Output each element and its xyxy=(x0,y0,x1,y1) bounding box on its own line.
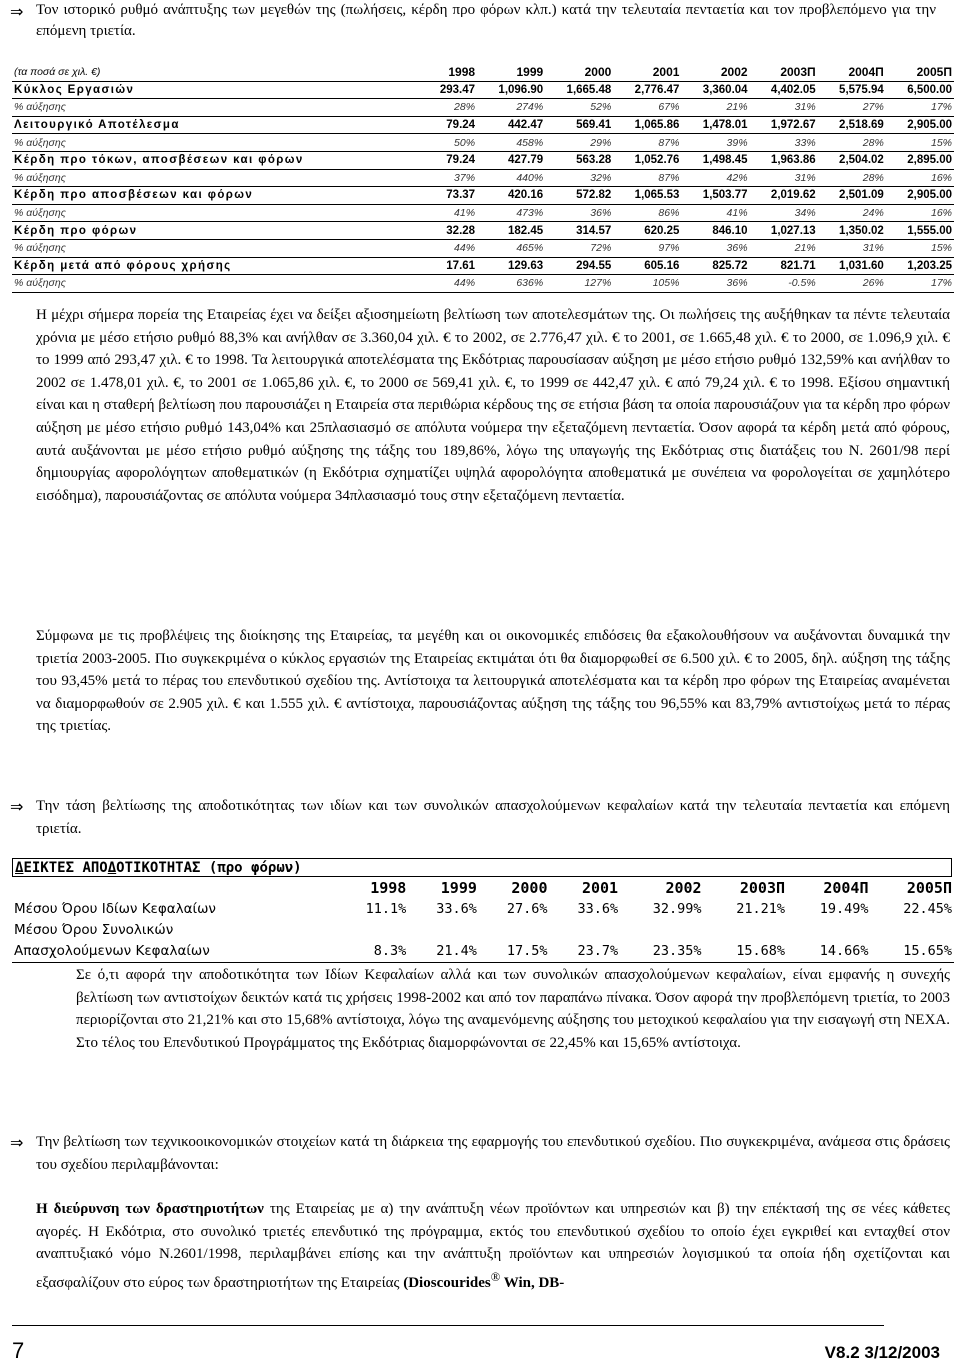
year-header: 2005Π xyxy=(886,64,954,81)
cell-value: 36% xyxy=(681,275,749,293)
cell-value: 37% xyxy=(422,169,477,187)
year-header: 2000 xyxy=(545,64,613,81)
cell-value: 129.63 xyxy=(477,257,545,275)
ratio-table-title xyxy=(12,858,952,877)
cell-value: 427.79 xyxy=(477,151,545,169)
cell-value: 846.10 xyxy=(681,222,749,240)
table-row xyxy=(12,81,954,99)
cell-value: 15.65% xyxy=(871,941,955,963)
cell-value: 1,963.86 xyxy=(750,151,818,169)
cell-value: 19.49% xyxy=(819,901,869,917)
empty-cell xyxy=(704,920,787,941)
year-header: 2003Π xyxy=(750,64,818,81)
cell-value: 314.57 xyxy=(545,222,613,240)
cell-value: 458% xyxy=(477,134,545,152)
table-row xyxy=(12,275,954,293)
page-number: 7 xyxy=(12,1338,25,1363)
cell-value: 2,019.62 xyxy=(750,187,818,205)
cell-value: 36% xyxy=(681,239,749,257)
cell-value: 1,503.77 xyxy=(681,187,749,205)
empty-cell xyxy=(12,878,338,899)
table-row xyxy=(12,169,954,187)
cell-value: 15% xyxy=(886,134,954,152)
year-header: 1999 xyxy=(477,64,545,81)
cell-value: 1,972.67 xyxy=(750,116,818,134)
cell-value: 87% xyxy=(613,169,681,187)
cell-value: -0.5% xyxy=(750,275,818,293)
cell-value: 31% xyxy=(750,169,818,187)
title-part: ΕΙΚΤΕΣ ΑΠΟ xyxy=(23,860,108,876)
cell-value: 31% xyxy=(818,239,886,257)
year-header: 2004Π xyxy=(823,879,869,897)
arrow-bullet-icon: ⇒ xyxy=(10,2,24,21)
bullet-profitability-text: Την τάση βελτίωσης της αποδοτικότητας των ιδίων και των συνολικών απασχολούμενων κεφαλαίων κατά την τελευταία πενταετία και επόμενη τριετία. xyxy=(36,798,950,837)
cell-value: 36% xyxy=(545,204,613,222)
cell-value: 1,027.13 xyxy=(750,222,818,240)
row-label: % αύξησης xyxy=(12,134,422,152)
cell-value: 79.24 xyxy=(422,116,477,134)
table-row xyxy=(12,134,954,152)
cell-value: 41% xyxy=(422,204,477,222)
title-part: Δ xyxy=(15,860,24,876)
table-row xyxy=(12,222,954,240)
arrow-bullet-icon: ⇒ xyxy=(10,797,24,816)
title-part: Δ xyxy=(107,860,117,876)
cell-value: 32.99% xyxy=(652,901,702,917)
paragraph-ratios: Σε ό,τι αφορά την αποδοτικότητα των Ιδίων Κεφαλαίων αλλά και των συνολικών απασχολούμενων κεφαλαίων, είναι εμφανής η συνεχής βελτίωση των αντιστοίχων δεικτών κατά τις χρήσεις 1998-2002 και από τον παραπάνω πίνακα. Όσον αφορά την προβλεπόμενη τριετία, το 2003 περιορίζονται στο 21,21% και στο 15,68% αντίστοιχα, λόγω της αναμενόμενης αύξησης του μετοχικού κεφαλαίου για την εισαγωγή στη ΝΕΧΑ. Στο τέλος του Επενδυτικού Προγράμματος της Εκδότριας διαμορφώνονται σε 22,45% και 15,65% αντίστοιχα. xyxy=(76,967,950,1051)
cell-value: 2,905.00 xyxy=(886,116,954,134)
row-label: Κέρδη προ τόκων, αποσβέσεων και φόρων xyxy=(12,151,422,169)
cell-value: 86% xyxy=(613,204,681,222)
cell-value: 293.47 xyxy=(422,81,477,99)
cell-value: 16% xyxy=(886,169,954,187)
cell-value: 44% xyxy=(422,239,477,257)
registered-mark: ® xyxy=(490,1269,501,1284)
row-label: Κέρδη προ φόρων xyxy=(12,222,422,240)
cell-value: 2,776.47 xyxy=(613,81,681,99)
unit-label: (τα ποσά σε χιλ. €) xyxy=(12,64,422,81)
row-label: % αύξησης xyxy=(12,239,422,257)
year-header: 1999 xyxy=(440,879,477,897)
cell-value: 15% xyxy=(886,239,954,257)
row-label: Μέσου Όρου Ιδίων Κεφαλαίων xyxy=(14,901,216,917)
cell-value: 21.4% xyxy=(408,941,479,963)
cell-value: 1,665.48 xyxy=(545,81,613,99)
table-row xyxy=(12,920,954,941)
cell-value: 29% xyxy=(545,134,613,152)
cell-value: 3,360.04 xyxy=(681,81,749,99)
cell-value: 1,498.45 xyxy=(681,151,749,169)
cell-value: 27.6% xyxy=(506,901,548,917)
year-header: 2005Π xyxy=(906,879,952,897)
year-header: 2000 xyxy=(511,879,548,897)
row-label: Απασχολούμενων Κεφαλαίων xyxy=(12,941,338,963)
cell-value: 1,096.90 xyxy=(477,81,545,99)
cell-value: 21% xyxy=(750,239,818,257)
cell-value: 2,905.00 xyxy=(886,187,954,205)
cell-value: 22.45% xyxy=(903,901,952,917)
cell-value: 17% xyxy=(886,275,954,293)
cell-value: 67% xyxy=(613,99,681,117)
row-label: % αύξησης xyxy=(12,99,422,117)
empty-cell xyxy=(479,920,550,941)
cell-value: 16% xyxy=(886,204,954,222)
row-label: Κέρδη μετά από φόρους χρήσης xyxy=(12,257,422,275)
footer-divider xyxy=(12,1325,884,1326)
cell-value: 23.35% xyxy=(620,941,703,963)
cell-value: 420.16 xyxy=(477,187,545,205)
cell-value: 79.24 xyxy=(422,151,477,169)
cell-value: 465% xyxy=(477,239,545,257)
cell-value: 73.37 xyxy=(422,187,477,205)
cell-value: 32% xyxy=(545,169,613,187)
bold-phrase: Win, DB- xyxy=(500,1274,565,1291)
year-header: 2003Π xyxy=(739,879,786,897)
year-header: 2002 xyxy=(665,879,702,897)
cell-value: 1,478.01 xyxy=(681,116,749,134)
cell-value: 6,500.00 xyxy=(886,81,954,99)
row-label: % αύξησης xyxy=(12,169,422,187)
cell-value: 2,501.09 xyxy=(818,187,886,205)
empty-cell xyxy=(787,920,870,941)
cell-value: 572.82 xyxy=(545,187,613,205)
title-part: ΟΤΙΚΟΤΗΤΑΣ (προ φόρων) xyxy=(116,860,302,876)
year-header: 2001 xyxy=(581,879,619,897)
cell-value: 1,203.25 xyxy=(886,257,954,275)
cell-value: 21% xyxy=(681,99,749,117)
bullet-techno-text: Την βελτίωση των τεχνικοοικονομικών στοιχείων κατά τη διάρκεια της εφαρμογής του επενδυτικού σχεδίου. Πιο συγκεκριμένα, ανάμεσα στις δράσεις του σχεδίου περιλαμβάνονται: xyxy=(36,1134,950,1173)
table-row xyxy=(12,116,954,134)
table-row xyxy=(12,239,954,257)
table-row xyxy=(12,187,954,205)
cell-value: 33% xyxy=(750,134,818,152)
cell-value: 8.3% xyxy=(338,941,409,963)
cell-value: 44% xyxy=(422,275,477,293)
cell-value: 1,052.76 xyxy=(613,151,681,169)
cell-value: 11.1% xyxy=(365,901,407,917)
row-label: Μέσου Όρου Συνολικών xyxy=(14,922,174,938)
cell-value: 294.55 xyxy=(545,257,613,275)
cell-value: 72% xyxy=(545,239,613,257)
cell-value: 17% xyxy=(886,99,954,117)
cell-value: 97% xyxy=(613,239,681,257)
cell-value: 605.16 xyxy=(613,257,681,275)
cell-value: 23.7% xyxy=(550,941,621,963)
table-row xyxy=(12,941,954,963)
version-label: V8.2 3/12/2003 xyxy=(824,1343,940,1362)
cell-value: 821.71 xyxy=(750,257,818,275)
cell-value: 2,895.00 xyxy=(886,151,954,169)
cell-value: 636% xyxy=(477,275,545,293)
arrow-bullet-icon: ⇒ xyxy=(10,1133,24,1152)
cell-value: 87% xyxy=(613,134,681,152)
year-header: 2002 xyxy=(681,64,749,81)
text-run: της Εταιρείας με α) την ανάπτυξη νέων προϊόντων και υπηρεσιών και β) την επέκτασή της σε νέες κάθετες αγορές. Η Εκδότρια, στο συνολικό τριετές επενδυτικό της πρόγραμμα, εκτός του επενδυτικού σχεδίου το οποίο έχει εγκριθεί και ενταχθεί στον αναπτυξιακό νόμο Ν.2601/1998, περιλαμβάνει επίσης και την ανάπτυξη προϊόντων και υπηρεσιών λογισμικού τα οποία ήδη σχετίζονται και εξασφαλίζουν στο εύρος των δραστηριοτήτων της Εταιρείας xyxy=(36,1201,950,1291)
year-header: 1998 xyxy=(422,64,477,81)
cell-value: 442.47 xyxy=(477,116,545,134)
cell-value: 41% xyxy=(681,204,749,222)
ratio-table xyxy=(12,878,954,963)
cell-value: 21.21% xyxy=(736,901,786,917)
cell-value: 14.66% xyxy=(787,941,870,963)
cell-value: 1,555.00 xyxy=(886,222,954,240)
empty-cell xyxy=(620,920,703,941)
empty-cell xyxy=(408,920,479,941)
row-label: Κύκλος Εργασιών xyxy=(12,81,422,99)
year-header: 1998 xyxy=(370,879,407,897)
cell-value: 33.6% xyxy=(436,901,477,917)
cell-value: 2,518.69 xyxy=(818,116,886,134)
cell-value: 440% xyxy=(477,169,545,187)
cell-value: 620.25 xyxy=(613,222,681,240)
row-label: Λειτουργικό Αποτέλεσμα xyxy=(12,116,422,134)
cell-value: 1,031.60 xyxy=(818,257,886,275)
empty-cell xyxy=(338,920,409,941)
cell-value: 825.72 xyxy=(681,257,749,275)
row-label: % αύξησης xyxy=(12,204,422,222)
cell-value: 15.68% xyxy=(704,941,787,963)
cell-value: 5,575.94 xyxy=(818,81,886,99)
cell-value: 274% xyxy=(477,99,545,117)
paragraph-forecast: Σύμφωνα με τις προβλέψεις της διοίκησης της Εταιρείας, τα μεγέθη και οι οικονομικές επιδόσεις θα εξακολουθήσουν να αυξάνονται δυναμικά την τριετία 2003-2005. Πιο συγκεκριμένα ο κύκλος εργασιών της Εταιρείας εκτιμάται ότι θα διαμορφωθεί σε 6.500 χιλ. € το 2005, δηλ. αύξηση της τάξης του 93,45% μετά το πέρας του επενδυτικού σχεδίου της. Αντίστοιχα τα λειτουργικά αποτελέσματα και τα κέρδη προ φόρων της Εταιρείας αναμένεται να διαμορφωθούν σε 2.905 χιλ. € και 1.555 χιλ. € αντίστοιχα, παρουσιάζοντας αύξηση της τάξης του 96,55% και 83,79% αντιστοίχως μετά το πέρας της τριετίας. xyxy=(36,628,950,735)
row-label: % αύξησης xyxy=(12,275,422,293)
table-row xyxy=(12,99,954,117)
table-row xyxy=(12,899,954,920)
fin-header-row xyxy=(12,64,954,81)
table-row xyxy=(12,151,954,169)
table-row xyxy=(12,257,954,275)
ratio-year-row xyxy=(12,878,954,899)
cell-value: 24% xyxy=(818,204,886,222)
bold-phrase: (Dioscourides xyxy=(403,1274,491,1291)
year-header: 2004Π xyxy=(818,64,886,81)
cell-value: 563.28 xyxy=(545,151,613,169)
cell-value: 33.6% xyxy=(577,901,619,917)
cell-value: 1,350.02 xyxy=(818,222,886,240)
cell-value: 127% xyxy=(545,275,613,293)
financial-table xyxy=(12,64,954,293)
cell-value: 2,504.02 xyxy=(818,151,886,169)
cell-value: 4,402.05 xyxy=(750,81,818,99)
cell-value: 28% xyxy=(422,99,477,117)
intro-bullet-text: Τον ιστορικό ρυθμό ανάπτυξης των μεγεθών της (πωλήσεις, κέρδη προ φόρων κλπ.) κατά την τελευταία πενταετία και τον προβλεπόμενο για την επόμενη τριετία. xyxy=(36,2,936,39)
bold-phrase: Η διεύρυνση των δραστηριοτήτων xyxy=(36,1201,264,1217)
row-label: Κέρδη προ αποσβέσεων και φόρων xyxy=(12,187,422,205)
paragraph-performance: Η μέχρι σήμερα πορεία της Εταιρείας έχει να δείξει αξιοσημείωτη βελτίωση των αποτελεσμάτων της. Οι πωλήσεις της αυξήθηκαν τα πέντε τελευταία χρόνια με μέσο ετήσιο ρυθμό 88,3% και ανήλθαν σε 3.360,04 χιλ. € το 2002, σε 2.776,47 χιλ. € το 2001, σε 1.665,48 χιλ. € το 2000, σε 1.096,9 χιλ. € το 1999 από 293,47 χιλ. € το 1998. Τα λειτουργικά αποτελέσματα της Εκδότριας παρουσίασαν αύξηση με μέσο ετήσιο ρυθμό 132,59% και ανήλθαν το 2002 σε 1.478,01 χιλ. €, το 2001 σε 1.065,86 χιλ. €, το 2000 σε 569,41 χιλ. €, το 1999 σε 442,47 χιλ. € από 79,24 χιλ. € το 1998. Εξίσου σημαντική είναι και η σταθερή βελτίωση που παρουσιάζει η Εταιρεία στα περιθώρια κέρδους της σε ετήσια βάση τα οποία παρουσιάζουν για τα κέρδη προ φόρων αύξηση με μέσο ετήσιο ρυθμό 143,04% και 25πλασιασμό σε απόλυτα νούμερα την εξεταζόμενη πενταετία. Όσον αφορά τα κέρδη μετά από φόρους, αυτά αυξάνονται με μέσο ετήσιο ρυθμό αύξησης της τάξης του 189,86%, λόγω της υπαγωγής της Εκδότριας στις διατάξεις του Ν. 2601/98 περί δημιουργίας αφορολόγητων αποθεματικών (η Εκδότρια σχηματίζει υψηλά αφορολόγητα αποθεματικά με συνέπεια να φορολογείται σε χαμηλότερο εισόδημα), παρουσιάζοντας σε απόλυτα νούμερα 34πλασιασμό τους στην εξεταζόμενη πενταετία. xyxy=(36,307,950,504)
cell-value: 52% xyxy=(545,99,613,117)
cell-value: 26% xyxy=(818,275,886,293)
empty-cell xyxy=(550,920,621,941)
table-row xyxy=(12,204,954,222)
cell-value: 39% xyxy=(681,134,749,152)
empty-cell xyxy=(871,920,955,941)
cell-value: 182.45 xyxy=(477,222,545,240)
year-header: 2001 xyxy=(613,64,681,81)
paragraph-activities xyxy=(36,1198,950,1294)
cell-value: 17.5% xyxy=(479,941,550,963)
cell-value: 27% xyxy=(818,99,886,117)
cell-value: 50% xyxy=(422,134,477,152)
cell-value: 569.41 xyxy=(545,116,613,134)
cell-value: 34% xyxy=(750,204,818,222)
cell-value: 1,065.53 xyxy=(613,187,681,205)
cell-value: 32.28 xyxy=(422,222,477,240)
cell-value: 28% xyxy=(818,169,886,187)
cell-value: 473% xyxy=(477,204,545,222)
cell-value: 17.61 xyxy=(422,257,477,275)
cell-value: 42% xyxy=(681,169,749,187)
cell-value: 1,065.86 xyxy=(613,116,681,134)
cell-value: 105% xyxy=(613,275,681,293)
cell-value: 28% xyxy=(818,134,886,152)
cell-value: 31% xyxy=(750,99,818,117)
